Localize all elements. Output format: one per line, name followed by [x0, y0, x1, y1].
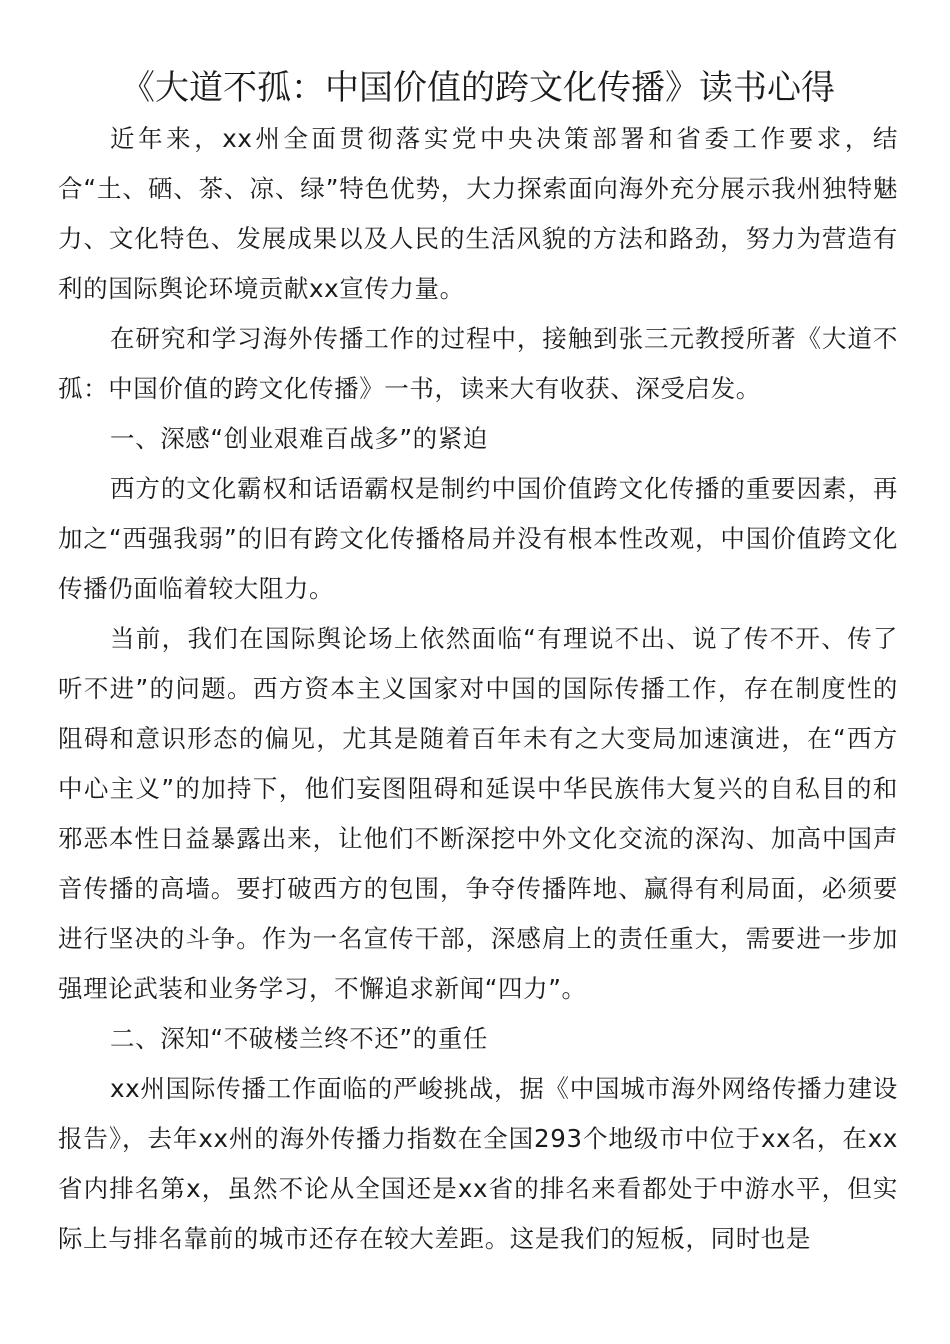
section-1-paragraph-2: 当前，我们在国际舆论场上依然面临“有理说不出、说了传不开、传了听不进”的问题。西方资本主义国家对中国的国际传播工作，存在制度性的阻碍和意识形态的偏见，尤其是随着百年未有之大变局加速演进，在“西方中心主义”的加持下，他们妄图阻碍和延误中华民族伟大复兴的自私目的和邪恶本性日益暴露出来，让他们不断深挖中外文化交流的深沟、加高中国声音传播的高墙。要打破西方的包围，争夺传播阵地、赢得有利局面，必须要进行坚决的斗争。作为一名宣传干部，深感肩上的责任重大，需要进一步加强理论武装和业务学习，不懈追求新闻“四力”。: [58, 624, 898, 1003]
paragraph-intro: 近年来，xx州全面贯彻落实党中央决策部署和省委工作要求，结合“土、硒、茶、凉、绿”特色优势，大力探索面向海外充分展示我州独特魅力、文化特色、发展成果以及人民的生活风貌的方法和路劲，努力为营造有利的国际舆论环境贡献xx宣传力量。: [58, 124, 898, 303]
document-page: [58, 62, 898, 1264]
paragraph-book-intro: 在研究和学习海外传播工作的过程中，接触到张三元教授所著《大道不孤：中国价值的跨文化传播》一书，读来大有收获、深受启发。: [58, 324, 898, 403]
section-2-paragraph-1: xx州国际传播工作面临的严峻挑战，据《中国城市海外网络传播力建设报告》，去年xx州的海外传播力指数在全国293个地级市中位于xx名，在xx省内排名第x，虽然不论从全国还是xx省的排名来看都处于中游水平，但实际上与排名靠前的城市还存在较大差距。这是我们的短板，同时也是: [58, 1074, 898, 1253]
section-2-heading: 二、深知“不破楼兰终不还”的重任: [110, 1024, 488, 1053]
section-1-paragraph-1: 西方的文化霸权和话语霸权是制约中国价值跨文化传播的重要因素，再加之“西强我弱”的旧有跨文化传播格局并没有根本性改观，中国价值跨文化传播仍面临着较大阻力。: [58, 474, 898, 603]
section-1-heading: 一、深感“创业艰难百战多”的紧迫: [110, 424, 488, 453]
document-title: 《大道不孤：中国价值的跨文化传播》读书心得: [121, 68, 835, 108]
